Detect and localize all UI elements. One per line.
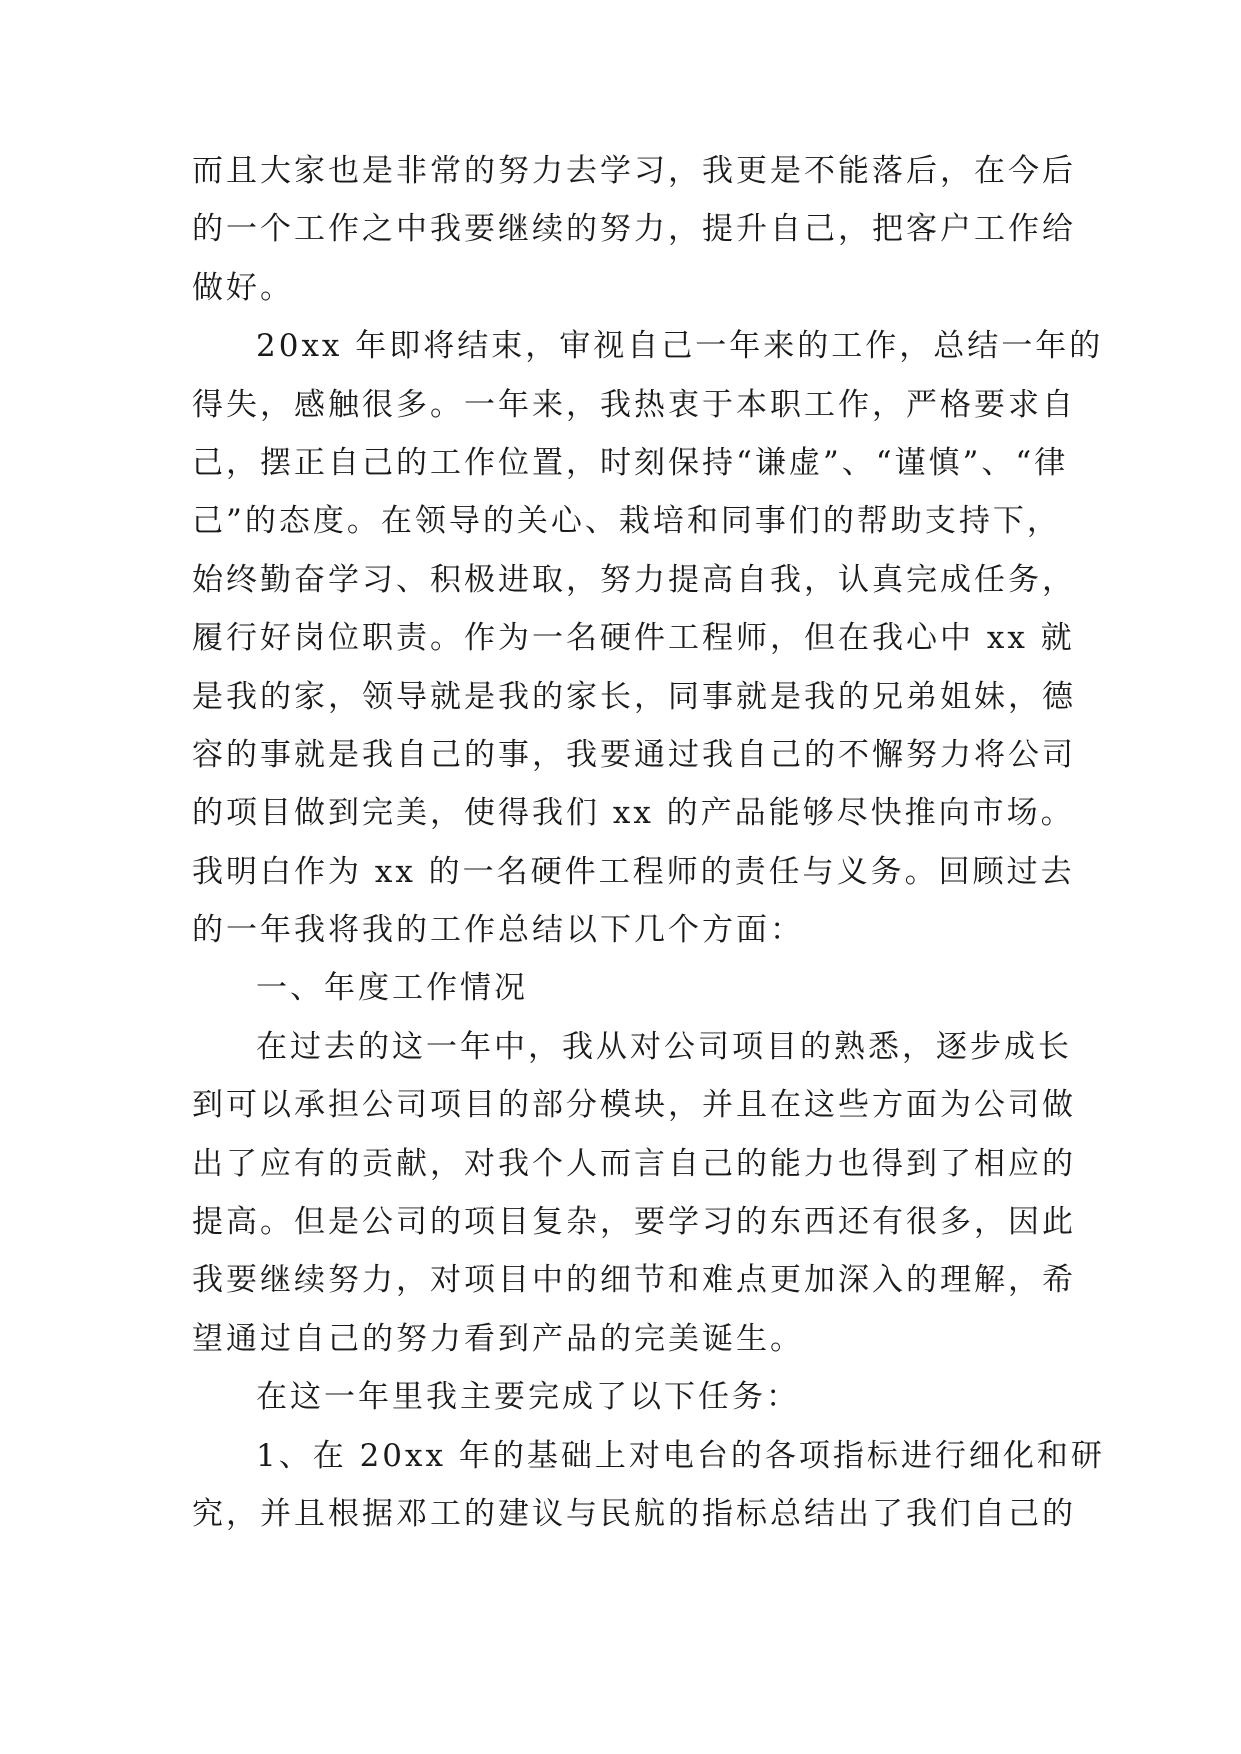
text-line: 的项目做到完美，使得我们 xx 的产品能够尽快推向市场。 bbox=[192, 795, 1075, 832]
text-line: 是我的家，领导就是我的家长，同事就是我的兄弟姐妹，德 bbox=[192, 678, 1076, 715]
body-text bbox=[192, 142, 1105, 1543]
text-line: 而且大家也是非常的努力去学习，我更是不能落后，在今后 bbox=[192, 153, 1076, 189]
text-line: 提高。但是公司的项目复杂，要学习的东西还有很多，因此 bbox=[192, 1204, 1076, 1241]
text-line: 我要继续努力，对项目中的细节和难点更加深入的理解，希 bbox=[192, 1262, 1076, 1299]
text-line: 在这一年里我主要完成了以下任务： bbox=[256, 1379, 800, 1416]
text-line: 我明白作为 xx 的一名硬件工程师的责任与义务。回顾过去 bbox=[192, 853, 1075, 890]
text-line: 做好。 bbox=[192, 269, 294, 306]
text-line: 己”的态度。在领导的关心、栽培和同事们的帮助支持下， bbox=[192, 503, 1061, 540]
text-line: 的一年我将我的工作总结以下几个方面： bbox=[192, 912, 804, 949]
text-line: 始终勤奋学习、积极进取，努力提高自我，认真完成任务， bbox=[192, 561, 1076, 598]
text-line: 在过去的这一年中，我从对公司项目的熟悉，逐步成长 bbox=[256, 1028, 1072, 1065]
text-line: 望通过自己的努力看到产品的完美诞生。 bbox=[192, 1320, 804, 1357]
text-line: 容的事就是我自己的事，我要通过我自己的不懈努力将公司 bbox=[192, 736, 1076, 773]
text-line: 一、年度工作情况 bbox=[256, 970, 528, 1007]
text-line: 履行好岗位职责。作为一名硬件工程师，但在我心中 xx 就 bbox=[192, 620, 1075, 657]
text-line: 得失，感触很多。一年来，我热衷于本职工作，严格要求自 bbox=[192, 386, 1076, 423]
text-line: 出了应有的贡献，对我个人而言自己的能力也得到了相应的 bbox=[192, 1145, 1076, 1182]
text-line: 究，并且根据邓工的建议与民航的指标总结出了我们自己的 bbox=[192, 1495, 1076, 1532]
text-line: 到可以承担公司项目的部分模块，并且在这些方面为公司做 bbox=[192, 1087, 1076, 1124]
text-line: 1、在 20xx 年的基础上对电台的各项指标进行细化和研 bbox=[256, 1437, 1105, 1474]
text-line: 的一个工作之中我要继续的努力，提升自己，把客户工作给 bbox=[192, 211, 1076, 248]
text-line: 20xx 年即将结束，审视自己一年来的工作，总结一年的 bbox=[256, 328, 1104, 365]
text-line: 己，摆正自己的工作位置，时刻保持“谦虚”、“谨慎”、“律 bbox=[192, 444, 1069, 481]
